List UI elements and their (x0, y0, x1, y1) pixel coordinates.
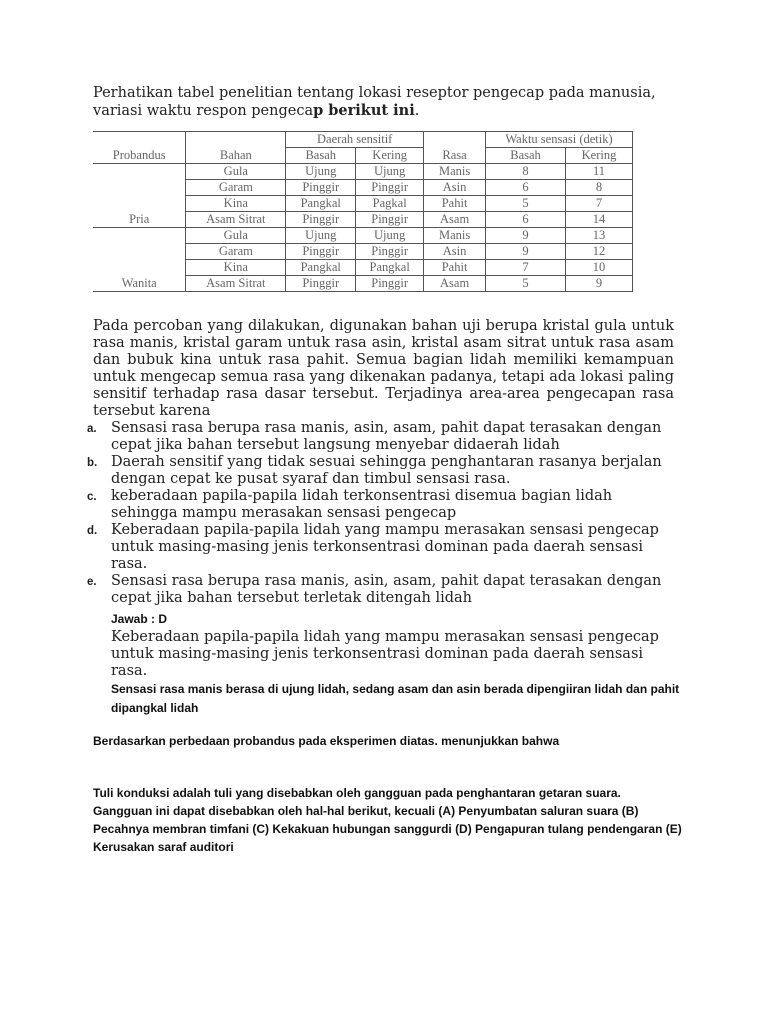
rasa-cell: Asin (424, 180, 486, 196)
option-text: Daerah sensitif yang tidak sesuai sehingga penghantaran rasanya berjalan dengan cepat ke pusat syaraf dan timbul sensasi rasa. (111, 454, 662, 487)
option-c[interactable] (87, 488, 677, 522)
intro-prefix: Perhatikan tabel penelitian tentang (93, 85, 354, 101)
waktu-basah-cell: 5 (486, 276, 566, 292)
intro-bold: p berikut ini (313, 102, 415, 119)
rasa-cell: Manis (424, 228, 486, 244)
table-row (93, 228, 633, 244)
bahan-cell: Gula (186, 228, 286, 244)
waktu-kering-cell: 13 (565, 228, 632, 244)
header-waktu-kering: Kering (565, 148, 632, 164)
basah-cell: Pinggir (286, 276, 356, 292)
option-letter: e. (87, 576, 97, 588)
basah-cell: Pinggir (286, 212, 356, 228)
answer-label: Jawab : D (111, 612, 168, 626)
answer-explanation: Sensasi rasa manis berasa di ujung lidah, sedang asam dan asin berada dipengiiran lidah dan pahit dipangkal lidah (111, 682, 680, 715)
rasa-cell: Asin (424, 244, 486, 260)
question-2: Berdasarkan perbedaan probandus pada eksperimen diatas. menunjukkan bahwa (93, 734, 560, 748)
header-rasa: Rasa (424, 148, 486, 164)
kering-cell: Ujung (356, 164, 424, 180)
intro-suffix: . (414, 103, 420, 119)
bahan-cell: Gula (186, 164, 286, 180)
probandus-cell: Wanita (93, 228, 186, 292)
bahan-cell: Kina (186, 196, 286, 212)
header-daerah-sensitif: Daerah sensitif (286, 132, 424, 148)
bahan-cell: Garam (186, 180, 286, 196)
rasa-cell: Asam (424, 276, 486, 292)
option-letter: d. (87, 525, 98, 537)
passage-paragraph: Pada percoban yang dilakukan, digunakan bahan uji berupa kristal gula untuk rasa manis, kristal garam untuk rasa asin, kristal asam sitrat untuk rasa asam dan bubuk kina untuk rasa pahit. Semua bagian lidah memiliki kemampuan untuk mengecap semua rasa yang dikenakan padanya, tetapi ada lokasi paling sensitif terhadap rasa dasar tersebut. Terjadinya area-area pengecapan rasa tersebut karena (93, 318, 674, 419)
answer-block (111, 611, 681, 718)
header-waktu-sensasi: Waktu sensasi (detik) (486, 132, 633, 148)
waktu-basah-cell: 6 (486, 180, 566, 196)
basah-cell: Pinggir (286, 180, 356, 196)
waktu-kering-cell: 10 (565, 260, 632, 276)
basah-cell: Ujung (286, 164, 356, 180)
answer-options (87, 420, 677, 607)
bahan-cell: Garam (186, 244, 286, 260)
bahan-cell: Asam Sitrat (186, 276, 286, 292)
option-letter: a. (87, 423, 97, 435)
waktu-basah-cell: 9 (486, 228, 566, 244)
header-bahan: Bahan (186, 148, 286, 164)
kering-cell: Pinggir (356, 180, 424, 196)
basah-cell: Pangkal (286, 260, 356, 276)
waktu-basah-cell: 5 (486, 196, 566, 212)
waktu-kering-cell: 12 (565, 244, 632, 260)
basah-cell: Pinggir (286, 244, 356, 260)
header-waktu-basah: Basah (486, 148, 566, 164)
basah-cell: Ujung (286, 228, 356, 244)
intro-middle: lokasi reseptor pengecap pada manusia, variasi waktu respon pengeca (93, 85, 656, 119)
waktu-basah-cell: 9 (486, 244, 566, 260)
option-text: keberadaan papila-papila lidah terkonsentrasi disemua bagian lidah sehingga mampu merasakan sensasi pengecap (111, 488, 613, 521)
kering-cell: Pinggir (356, 244, 424, 260)
rasa-cell: Pahit (424, 260, 486, 276)
option-letter: b. (87, 457, 98, 469)
bahan-cell: Asam Sitrat (186, 212, 286, 228)
question-3: Tuli konduksi adalah tuli yang disebabkan oleh gangguan pada penghantaran getaran suara. Gangguan ini dapat disebabkan oleh hal-hal berikut, kecuali (A) Penyumbatan saluran suara (B) Pecahnya membran timfani (C) Kekakuan hubungan sanggurdi (D) Pengapuran tulang pendengaran (E) Kerusakan saraf auditori (93, 786, 682, 854)
option-text: Sensasi rasa berupa rasa manis, asin, asam, pahit dapat terasakan dengan cepat jika bahan tersebut langsung menyebar didaerah lidah (111, 420, 662, 453)
waktu-kering-cell: 14 (565, 212, 632, 228)
rasa-cell: Asam (424, 212, 486, 228)
intro-paragraph (93, 85, 673, 120)
waktu-kering-cell: 8 (565, 180, 632, 196)
kering-cell: Ujung (356, 228, 424, 244)
table-row (93, 164, 633, 180)
header-probandus: Probandus (93, 148, 186, 164)
rasa-cell: Manis (424, 164, 486, 180)
waktu-kering-cell: 11 (565, 164, 632, 180)
waktu-kering-cell: 9 (565, 276, 632, 292)
waktu-basah-cell: 6 (486, 212, 566, 228)
option-d[interactable] (87, 522, 677, 573)
option-text: Sensasi rasa berupa rasa manis, asin, asam, pahit dapat terasakan dengan cepat jika bahan tersebut terletak ditengah lidah (111, 573, 662, 606)
research-table (93, 131, 633, 292)
answer-text: Keberadaan papila-papila lidah yang mampu merasakan sensasi pengecap untuk masing-masing jenis terkonsentrasi dominan pada daerah sensasi rasa. (111, 629, 659, 679)
bahan-cell: Kina (186, 260, 286, 276)
probandus-cell: Pria (93, 164, 186, 228)
option-e[interactable] (87, 573, 677, 607)
option-letter: c. (87, 491, 97, 503)
header-kering: Kering (356, 148, 424, 164)
kering-cell: Pinggir (356, 212, 424, 228)
option-b[interactable] (87, 454, 677, 488)
kering-cell: Pagkal (356, 196, 424, 212)
rasa-cell: Pahit (424, 196, 486, 212)
kering-cell: Pinggir (356, 276, 424, 292)
kering-cell: Pangkal (356, 260, 424, 276)
header-basah: Basah (286, 148, 356, 164)
option-text: Keberadaan papila-papila lidah yang mampu merasakan sensasi pengecap untuk masing-masing jenis terkonsentrasi dominan pada daerah sensasi rasa. (111, 522, 659, 572)
waktu-kering-cell: 7 (565, 196, 632, 212)
waktu-basah-cell: 7 (486, 260, 566, 276)
option-a[interactable] (87, 420, 677, 454)
basah-cell: Pangkal (286, 196, 356, 212)
waktu-basah-cell: 8 (486, 164, 566, 180)
